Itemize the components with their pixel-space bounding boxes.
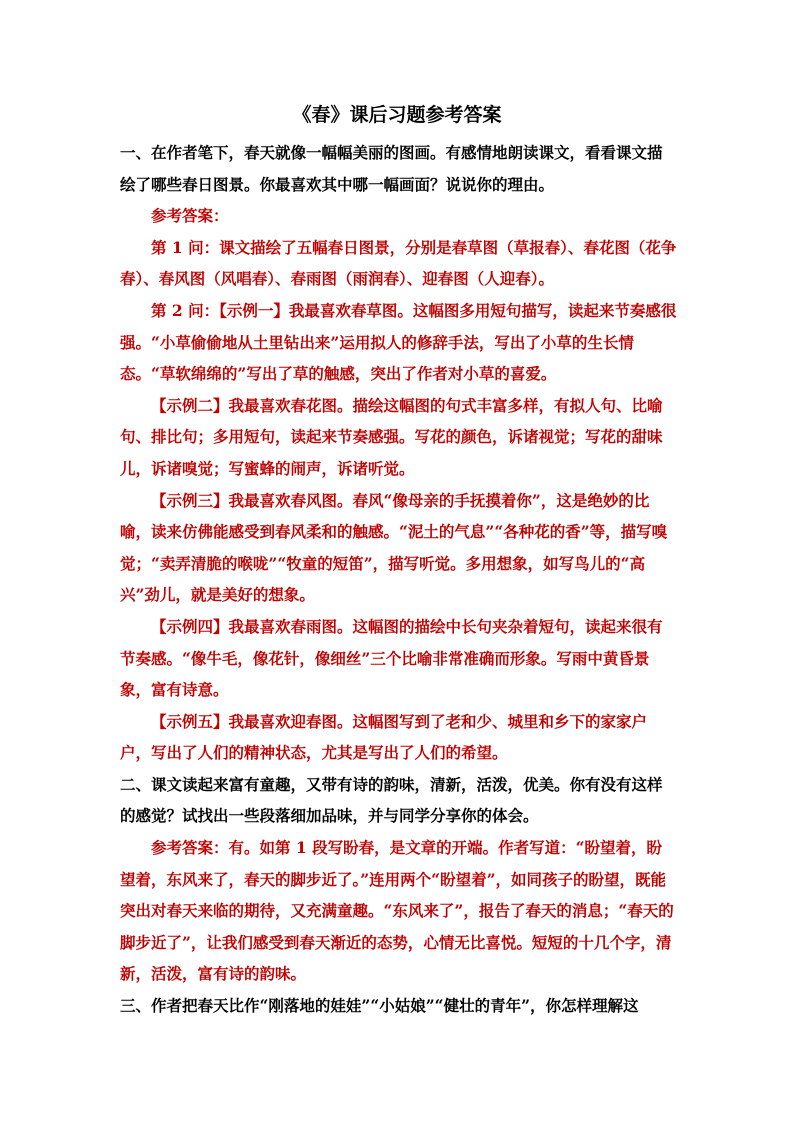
answer-2-text: 有。如第 1 段写盼春，是文章的开端。作者写道：“盼望着，盼望着，东风来了，春天的脚步近了。”连用两个“盼望着”，如同孩子的盼望，既能突出对春天来临的期待，又充满童趣。“东风来了”，报告了春天的消息；“春天的脚步近了”，让我们感受到春天渐近的态势，心情无比喜悦。短短的十几个字，清新，活泼，富有诗的韵味。 bbox=[120, 838, 674, 984]
question-3: 三、作者把春天比作“刚落地的娃娃”“小姑娘”“健壮的青年”，你怎样理解这 bbox=[120, 996, 639, 1016]
example-2: 【示例二】我最喜欢春花图。描绘这幅图的句式丰富多样，有拟人句、比喻句、排比句；多用短句，读起来节奏感强。写花的颜色，诉诸视觉；写花的甜味儿，诉诸嗅觉；写蜜蜂的闹声，诉诸听觉。 bbox=[120, 395, 663, 478]
page-title: 《春》课后习题参考答案 bbox=[292, 104, 502, 126]
answer-2-label: 参考答案： bbox=[151, 838, 229, 858]
example-4: 【示例四】我最喜欢春雨图。这幅图的描绘中长句夹杂着短句，读起来很有节奏感。“像牛毛，像花针，像细丝”三个比喻非常准确而形象。写雨中黄昏景象，富有诗意。 bbox=[120, 616, 663, 700]
example-3: 【示例三】我最喜欢春风图。春风“像母亲的手抚摸着你”，这是绝妙的比喻，读来仿佛能感受到春风柔和的触感。“泥土的气息”“各种花的香”等，描写嗅觉；“卖弄清脆的喉咙”“牧童的短笛”，描写听觉。多用想象，如写鸟儿的“高兴”劲儿，就是美好的想象。 bbox=[120, 490, 668, 605]
answer-1-label: 参考答案： bbox=[151, 206, 229, 226]
document-body bbox=[120, 137, 677, 1022]
question-2: 二、课文读起来富有童趣，又带有诗的韵味，清新，活泼，优美。你有没有这样的感觉？试找出一些段落细加品味，并与同学分享你的体会。 bbox=[120, 774, 663, 826]
question-1: 一、在作者笔下，春天就像一幅幅美丽的图画。有感情地朗读课文，看看课文描绘了哪些春日图景。你最喜欢其中哪一幅画面？说说你的理由。 bbox=[120, 143, 663, 194]
answer-2 bbox=[120, 832, 677, 990]
answer-1-part-1: 第 1 问：课文描绘了五幅春日图景，分别是春草图（草报春）、春花图（花争春）、春风图（风唱春）、春雨图（雨润春）、迎春图（人迎春）。 bbox=[120, 237, 677, 289]
answer-1-part-2: 第 2 问：【示例一】我最喜欢春草图。这幅图多用短句描写，读起来节奏感很强。“小草偷偷地从土里钻出来”运用拟人的修辞手法，写出了小草的生长情态。“草软绵绵的”写出了草的触感，突出了作者对小草的喜爱。 bbox=[120, 300, 677, 384]
example-5: 【示例五】我最喜欢迎春图。这幅图写到了老和少、城里和乡下的家家户户，写出了人们的精神状态，尤其是写出了人们的希望。 bbox=[120, 711, 648, 763]
